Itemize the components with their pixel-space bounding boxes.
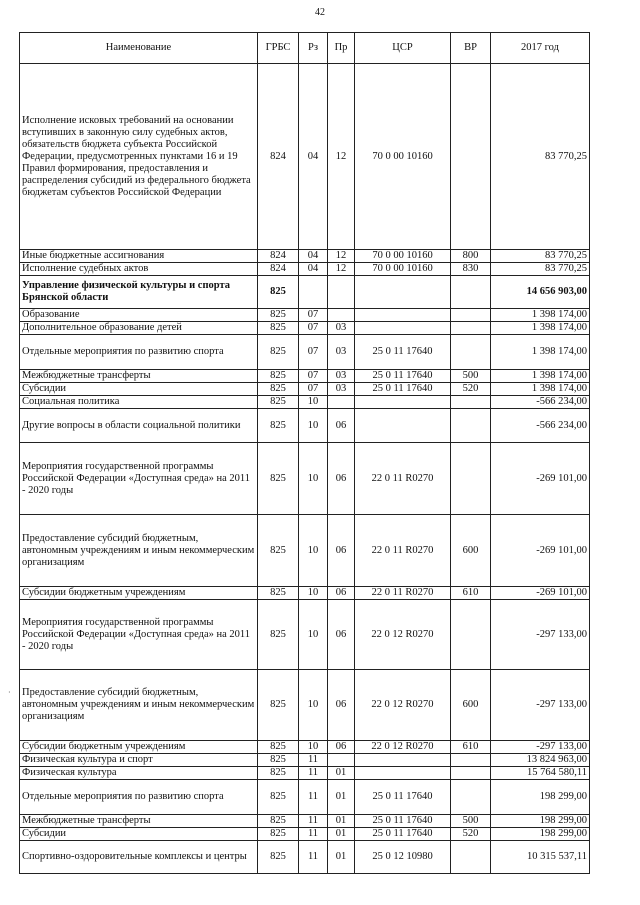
row-vr	[451, 309, 491, 322]
row-amount: 1 398 174,00	[491, 322, 590, 335]
row-rz: 10	[299, 741, 328, 754]
row-pr: 06	[328, 587, 355, 600]
row-pr	[328, 396, 355, 409]
header-grbs: ГРБС	[258, 33, 299, 64]
row-name: Исполнение исковых требований на основании вступивших в законную силу судебных актов, обязательств бюджета субъекта Российской Федерации, предусмотренных пунктами 16 и 19 Правил формирования, предоставления и распределения субсидий из федерального бюджета бюджетам субъектов Российской Федерации	[20, 64, 258, 250]
header-csr: ЦСР	[355, 33, 451, 64]
row-name: Отдельные мероприятия по развитию спорта	[20, 780, 258, 815]
row-grbs: 825	[258, 515, 299, 587]
header-year: 2017 год	[491, 33, 590, 64]
row-name: Предоставление субсидий бюджетным, автономным учреждениям и иным некоммерческим организациям	[20, 515, 258, 587]
row-amount: 15 764 580,11	[491, 767, 590, 780]
table-row	[20, 767, 590, 780]
row-grbs: 825	[258, 322, 299, 335]
row-csr: 25 0 11 17640	[355, 370, 451, 383]
table-row	[20, 741, 590, 754]
row-pr	[328, 754, 355, 767]
row-grbs: 825	[258, 780, 299, 815]
table-row	[20, 276, 590, 309]
row-rz: 07	[299, 309, 328, 322]
row-vr: 600	[451, 670, 491, 741]
row-grbs: 825	[258, 767, 299, 780]
row-pr: 12	[328, 64, 355, 250]
row-name: Физическая культура	[20, 767, 258, 780]
row-grbs: 825	[258, 443, 299, 515]
row-csr: 70 0 00 10160	[355, 263, 451, 276]
table-row	[20, 263, 590, 276]
table-row	[20, 335, 590, 370]
row-grbs: 824	[258, 250, 299, 263]
table-row	[20, 815, 590, 828]
row-csr	[355, 409, 451, 443]
table-row	[20, 670, 590, 741]
row-name: Межбюджетные трансферты	[20, 370, 258, 383]
row-pr: 03	[328, 370, 355, 383]
row-pr: 06	[328, 741, 355, 754]
row-rz: 07	[299, 370, 328, 383]
row-vr	[451, 335, 491, 370]
table-header-row	[20, 33, 590, 64]
row-rz: 07	[299, 335, 328, 370]
row-amount: 1 398 174,00	[491, 335, 590, 370]
row-vr: 610	[451, 587, 491, 600]
row-name: Исполнение судебных актов	[20, 263, 258, 276]
row-name: Отдельные мероприятия по развитию спорта	[20, 335, 258, 370]
row-csr: 70 0 00 10160	[355, 250, 451, 263]
row-rz: 11	[299, 767, 328, 780]
row-pr: 06	[328, 600, 355, 670]
row-rz: 10	[299, 396, 328, 409]
row-csr: 22 0 11 R0270	[355, 515, 451, 587]
row-amount: 13 824 963,00	[491, 754, 590, 767]
row-grbs: 825	[258, 383, 299, 396]
row-vr	[451, 322, 491, 335]
row-rz: 11	[299, 815, 328, 828]
table-row	[20, 587, 590, 600]
table-row	[20, 754, 590, 767]
row-vr	[451, 780, 491, 815]
row-csr	[355, 309, 451, 322]
row-csr	[355, 396, 451, 409]
row-rz: 04	[299, 64, 328, 250]
row-amount: -297 133,00	[491, 600, 590, 670]
row-pr: 06	[328, 515, 355, 587]
row-name: Дополнительное образование детей	[20, 322, 258, 335]
row-pr: 03	[328, 322, 355, 335]
row-pr: 01	[328, 767, 355, 780]
row-csr: 22 0 11 R0270	[355, 587, 451, 600]
row-csr: 22 0 12 R0270	[355, 670, 451, 741]
row-vr	[451, 767, 491, 780]
header-rz: Рз	[299, 33, 328, 64]
row-grbs: 824	[258, 263, 299, 276]
row-rz: 10	[299, 600, 328, 670]
row-grbs: 825	[258, 309, 299, 322]
row-rz: 11	[299, 841, 328, 874]
table-row	[20, 250, 590, 263]
margin-mark: ·	[8, 688, 11, 697]
row-grbs: 825	[258, 370, 299, 383]
table-row	[20, 64, 590, 250]
row-amount: 1 398 174,00	[491, 370, 590, 383]
row-amount: -269 101,00	[491, 443, 590, 515]
table-row	[20, 515, 590, 587]
row-name: Субсидии бюджетным учреждениям	[20, 587, 258, 600]
row-vr: 520	[451, 383, 491, 396]
row-csr: 25 0 11 17640	[355, 383, 451, 396]
row-vr	[451, 443, 491, 515]
row-name: Образование	[20, 309, 258, 322]
row-amount: 198 299,00	[491, 780, 590, 815]
row-rz: 07	[299, 383, 328, 396]
row-name: Мероприятия государственной программы Российской Федерации «Доступная среда» на 2011 - 2020 годы	[20, 600, 258, 670]
row-name: Управление физической культуры и спорта Брянской области	[20, 276, 258, 309]
row-name: Субсидии	[20, 383, 258, 396]
budget-table	[19, 32, 590, 874]
row-pr: 06	[328, 409, 355, 443]
row-csr: 25 0 11 17640	[355, 815, 451, 828]
row-grbs: 824	[258, 64, 299, 250]
table-row	[20, 828, 590, 841]
table-row	[20, 309, 590, 322]
row-amount: -297 133,00	[491, 741, 590, 754]
row-rz: 11	[299, 754, 328, 767]
row-rz: 10	[299, 515, 328, 587]
row-rz: 10	[299, 587, 328, 600]
row-pr: 01	[328, 828, 355, 841]
row-amount: -566 234,00	[491, 396, 590, 409]
row-vr	[451, 754, 491, 767]
row-grbs: 825	[258, 815, 299, 828]
row-name: Социальная политика	[20, 396, 258, 409]
row-vr: 520	[451, 828, 491, 841]
row-name: Иные бюджетные ассигнования	[20, 250, 258, 263]
row-amount: -269 101,00	[491, 587, 590, 600]
row-name: Физическая культура и спорт	[20, 754, 258, 767]
row-grbs: 825	[258, 335, 299, 370]
row-pr: 06	[328, 670, 355, 741]
row-amount: 1 398 174,00	[491, 309, 590, 322]
row-pr: 12	[328, 263, 355, 276]
row-rz: 04	[299, 263, 328, 276]
row-vr: 500	[451, 815, 491, 828]
row-name: Другие вопросы в области социальной политики	[20, 409, 258, 443]
row-name: Спортивно-оздоровительные комплексы и центры	[20, 841, 258, 874]
row-pr: 03	[328, 335, 355, 370]
row-amount: -297 133,00	[491, 670, 590, 741]
page-number: 42	[315, 7, 325, 18]
table-row	[20, 443, 590, 515]
row-amount: -269 101,00	[491, 515, 590, 587]
row-pr	[328, 309, 355, 322]
row-name: Межбюджетные трансферты	[20, 815, 258, 828]
row-rz	[299, 276, 328, 309]
row-pr: 01	[328, 815, 355, 828]
row-name: Предоставление субсидий бюджетным, автономным учреждениям и иным некоммерческим организациям	[20, 670, 258, 741]
row-amount: 83 770,25	[491, 250, 590, 263]
row-csr: 22 0 12 R0270	[355, 741, 451, 754]
row-pr	[328, 276, 355, 309]
row-grbs: 825	[258, 841, 299, 874]
table-row	[20, 841, 590, 874]
row-vr: 600	[451, 515, 491, 587]
row-csr	[355, 276, 451, 309]
row-amount: 198 299,00	[491, 828, 590, 841]
row-vr: 830	[451, 263, 491, 276]
row-vr	[451, 409, 491, 443]
row-grbs: 825	[258, 276, 299, 309]
row-vr: 500	[451, 370, 491, 383]
row-rz: 10	[299, 443, 328, 515]
table-row	[20, 780, 590, 815]
row-vr	[451, 64, 491, 250]
row-vr	[451, 600, 491, 670]
row-csr	[355, 767, 451, 780]
table-row	[20, 409, 590, 443]
row-csr: 22 0 12 R0270	[355, 600, 451, 670]
row-amount: 1 398 174,00	[491, 383, 590, 396]
row-grbs: 825	[258, 754, 299, 767]
row-grbs: 825	[258, 396, 299, 409]
table-row	[20, 370, 590, 383]
row-vr: 610	[451, 741, 491, 754]
row-csr	[355, 754, 451, 767]
row-name: Мероприятия государственной программы Российской Федерации «Доступная среда» на 2011 - 2020 годы	[20, 443, 258, 515]
table-row	[20, 322, 590, 335]
row-name: Субсидии бюджетным учреждениям	[20, 741, 258, 754]
table-row	[20, 600, 590, 670]
row-csr: 25 0 11 17640	[355, 335, 451, 370]
row-amount: 198 299,00	[491, 815, 590, 828]
table-row	[20, 383, 590, 396]
row-csr: 70 0 00 10160	[355, 64, 451, 250]
row-vr	[451, 276, 491, 309]
row-rz: 04	[299, 250, 328, 263]
row-amount: -566 234,00	[491, 409, 590, 443]
row-grbs: 825	[258, 587, 299, 600]
header-pr: Пр	[328, 33, 355, 64]
row-grbs: 825	[258, 670, 299, 741]
row-vr	[451, 396, 491, 409]
row-vr	[451, 841, 491, 874]
row-pr: 06	[328, 443, 355, 515]
row-grbs: 825	[258, 600, 299, 670]
row-csr: 22 0 11 R0270	[355, 443, 451, 515]
row-amount: 83 770,25	[491, 64, 590, 250]
row-amount: 10 315 537,11	[491, 841, 590, 874]
row-rz: 07	[299, 322, 328, 335]
row-csr: 25 0 12 10980	[355, 841, 451, 874]
row-pr: 01	[328, 841, 355, 874]
row-vr: 800	[451, 250, 491, 263]
row-grbs: 825	[258, 828, 299, 841]
row-grbs: 825	[258, 409, 299, 443]
row-amount: 14 656 903,00	[491, 276, 590, 309]
row-pr: 03	[328, 383, 355, 396]
row-csr: 25 0 11 17640	[355, 780, 451, 815]
table-row	[20, 396, 590, 409]
row-pr: 12	[328, 250, 355, 263]
header-vr: ВР	[451, 33, 491, 64]
row-csr: 25 0 11 17640	[355, 828, 451, 841]
row-name: Субсидии	[20, 828, 258, 841]
header-name: Наименование	[20, 33, 258, 64]
row-rz: 11	[299, 828, 328, 841]
row-amount: 83 770,25	[491, 263, 590, 276]
row-grbs: 825	[258, 741, 299, 754]
row-rz: 10	[299, 670, 328, 741]
row-rz: 11	[299, 780, 328, 815]
row-pr: 01	[328, 780, 355, 815]
row-csr	[355, 322, 451, 335]
row-rz: 10	[299, 409, 328, 443]
